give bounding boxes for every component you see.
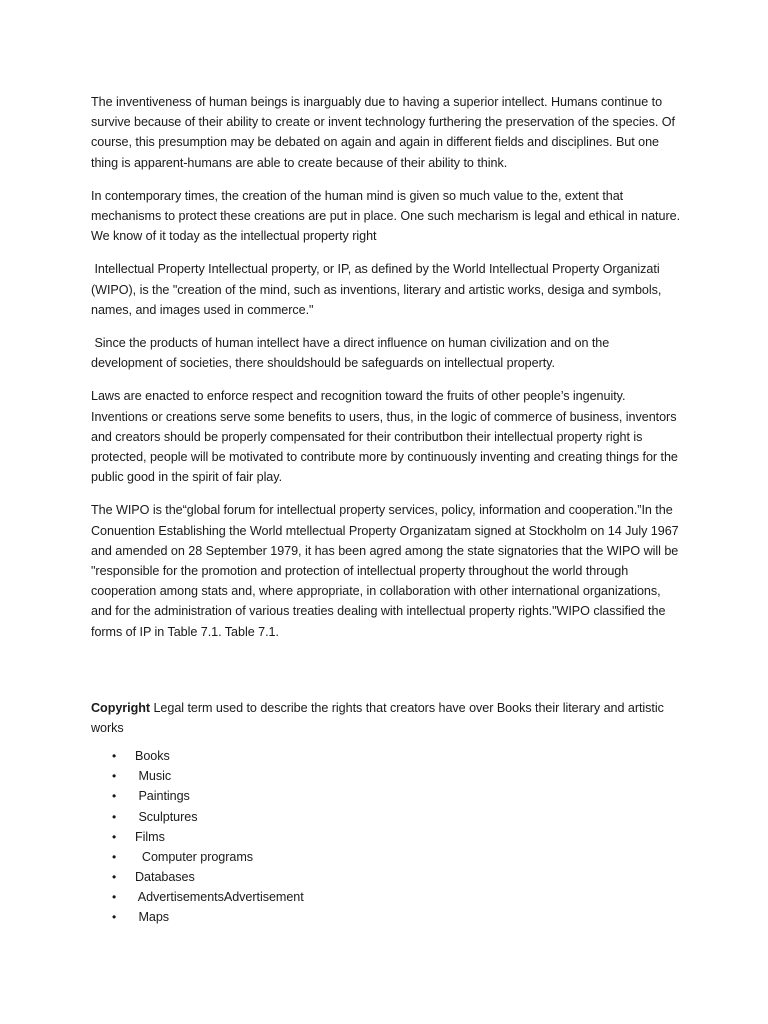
bullet-icon: • (112, 889, 117, 904)
list-item (91, 746, 681, 766)
bullet-icon: • (112, 809, 117, 824)
list-item-label: Maps (135, 910, 170, 925)
list-item-label: Paintings (135, 789, 190, 804)
bullet-icon: • (112, 749, 117, 764)
list-item-label: Computer programs (135, 849, 254, 864)
bullet-icon: • (112, 910, 117, 925)
bullet-icon: • (112, 769, 117, 784)
document-page (91, 92, 684, 927)
list-item (91, 827, 681, 847)
list-item (91, 786, 681, 806)
list-item-label: Databases (135, 869, 195, 884)
copyright-works-list (91, 746, 681, 927)
paragraph-laws-enacted: Laws are enacted to enforce respect and recognition toward the fruits of other people’s ingenuity. Inventions or creations serve some benefits to users, thus, in the logic of commerce of business, inventors and creators should be properly compensated for their contributbon their intellectual property right is protected, people will be motivated to contribute more by continuously inventing and creating things for the public good in the spirit of fair play. (91, 389, 682, 485)
bullet-icon: • (112, 789, 117, 804)
list-item-label: Music (135, 769, 172, 784)
list-item (91, 847, 681, 867)
copyright-description: Legal term used to describe the rights that creators have over Books their literary and artistic works (91, 700, 668, 736)
list-item (91, 867, 681, 887)
bullet-icon: • (112, 829, 117, 844)
list-item (91, 907, 681, 927)
bullet-icon: • (112, 869, 117, 884)
list-item (91, 766, 681, 786)
paragraph-wipo-forum: The WIPO is the“global forum for intellectual property services, policy, information and cooperation.”In the Conuention Establishing the World mtellectual Property Organizatam signed at Stockholm on 14 July 1967 and amended on 28 September 1979, it has been agred among the state signatories that the WIPO will be "responsible for the promotion and protection of intellectual property throughout the world through cooperation among stats and, where appropriate, in collaboration with other international organizations, and for the administration of various treaties dealing with intellectual property rights."WIPO classified the forms of IP in Table 7.1. Table 7.1. (91, 503, 683, 639)
list-item-label: AdvertisementsAdvertisement (135, 889, 304, 904)
paragraph-products-of-intellect: Since the products of human intellect have a direct influence on human civilization and on the development of societies, there shouldshould be safeguards on intellectual property. (91, 336, 613, 371)
list-item-label: Sculptures (135, 809, 198, 824)
paragraph-inventiveness: The inventiveness of human beings is inarguably due to having a superior intellect. Humans continue to survive because of their ability to create or invent technology furthering the preservation of the species. Of course, this presumption may be debated on again and again in different fields and disciplines. But one thing is apparent-humans are able to create because of their ability to think. (91, 95, 679, 170)
paragraph-contemporary-times: In contemporary times, the creation of the human mind is given so much value to the, extent that mechanisms to protect these creations are put in place. One such mecharism is legal and ethical in nature. We know of it today as the intellectual property right (91, 188, 684, 244)
copyright-paragraph (91, 698, 681, 738)
bullet-icon: • (112, 849, 117, 864)
list-item-label: Films (135, 829, 165, 844)
copyright-term: Copyright (91, 700, 151, 715)
blank-space (91, 655, 681, 698)
list-item (91, 807, 681, 827)
list-item-label: Books (135, 749, 170, 764)
list-item (91, 887, 681, 907)
paragraph-ip-definition: Intellectual Property Intellectual property, or IP, as defined by the World Intellectual Property Organizati (WIPO), is the "creation of the mind, such as inventions, literary and artistic works, desiga and symbols, names, and images used in commerce." (91, 262, 665, 317)
